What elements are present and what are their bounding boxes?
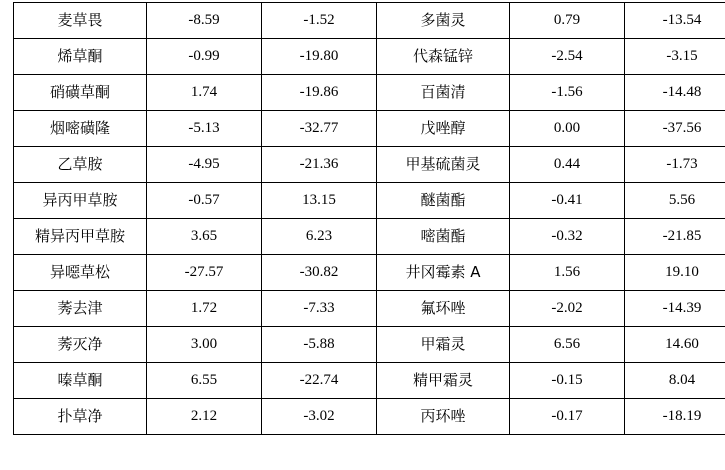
cell-compound-name: 莠灭净 bbox=[14, 327, 147, 363]
cell-compound-name: 醚菌酯 bbox=[377, 183, 510, 219]
cell-value: -0.17 bbox=[510, 399, 625, 435]
cell-value: 19.10 bbox=[625, 255, 725, 291]
cell-value: -2.54 bbox=[510, 39, 625, 75]
table-row bbox=[14, 111, 725, 147]
cell-compound-name: 代森锰锌 bbox=[377, 39, 510, 75]
document-page bbox=[0, 2, 725, 470]
cell-value: 2.12 bbox=[147, 399, 262, 435]
cell-compound-name: 烯草酮 bbox=[14, 39, 147, 75]
cell-compound-name: 嘧菌酯 bbox=[377, 219, 510, 255]
cell-value: 0.00 bbox=[510, 111, 625, 147]
table-row bbox=[14, 291, 725, 327]
cell-compound-name: 莠去津 bbox=[14, 291, 147, 327]
cell-value: -18.19 bbox=[625, 399, 725, 435]
cell-value: -0.32 bbox=[510, 219, 625, 255]
cell-value: -19.80 bbox=[262, 39, 377, 75]
table-row bbox=[14, 255, 725, 291]
cell-value: -22.74 bbox=[262, 363, 377, 399]
cell-value: 5.56 bbox=[625, 183, 725, 219]
cell-value: -21.85 bbox=[625, 219, 725, 255]
cell-value: -5.13 bbox=[147, 111, 262, 147]
cell-compound-name: 氟环唑 bbox=[377, 291, 510, 327]
cell-value: -19.86 bbox=[262, 75, 377, 111]
cell-compound-name: 烟嘧磺隆 bbox=[14, 111, 147, 147]
cell-value: -5.88 bbox=[262, 327, 377, 363]
cell-compound-name: 异丙甲草胺 bbox=[14, 183, 147, 219]
cell-value: -8.59 bbox=[147, 3, 262, 39]
cell-value: -3.15 bbox=[625, 39, 725, 75]
cell-value: -1.52 bbox=[262, 3, 377, 39]
cell-value: -0.57 bbox=[147, 183, 262, 219]
table-row bbox=[14, 3, 725, 39]
cell-compound-name: 嗪草酮 bbox=[14, 363, 147, 399]
cell-compound-name: 硝磺草酮 bbox=[14, 75, 147, 111]
cell-value: 1.74 bbox=[147, 75, 262, 111]
table-row bbox=[14, 183, 725, 219]
cell-value: -21.36 bbox=[262, 147, 377, 183]
cell-value: -27.57 bbox=[147, 255, 262, 291]
cell-value: -14.39 bbox=[625, 291, 725, 327]
cell-value: -32.77 bbox=[262, 111, 377, 147]
cell-value: 3.65 bbox=[147, 219, 262, 255]
cell-value: -1.56 bbox=[510, 75, 625, 111]
cell-value: 6.56 bbox=[510, 327, 625, 363]
table-body bbox=[14, 3, 725, 435]
cell-value: 0.79 bbox=[510, 3, 625, 39]
cell-value: 6.23 bbox=[262, 219, 377, 255]
table-row bbox=[14, 147, 725, 183]
table-row bbox=[14, 39, 725, 75]
cell-value: 14.60 bbox=[625, 327, 725, 363]
cell-value: -4.95 bbox=[147, 147, 262, 183]
cell-compound-name: 扑草净 bbox=[14, 399, 147, 435]
cell-compound-name: 多菌灵 bbox=[377, 3, 510, 39]
cell-value: 0.44 bbox=[510, 147, 625, 183]
cell-compound-name: 麦草畏 bbox=[14, 3, 147, 39]
cell-value: 13.15 bbox=[262, 183, 377, 219]
table-row bbox=[14, 327, 725, 363]
cell-value: 8.04 bbox=[625, 363, 725, 399]
cell-value: -1.73 bbox=[625, 147, 725, 183]
cell-value: 1.56 bbox=[510, 255, 625, 291]
cell-compound-name: 异噁草松 bbox=[14, 255, 147, 291]
cell-value: 1.72 bbox=[147, 291, 262, 327]
cell-value: -14.48 bbox=[625, 75, 725, 111]
table-row bbox=[14, 399, 725, 435]
cell-compound-name: 井冈霉素 A bbox=[377, 255, 510, 291]
cell-compound-name: 精异丙甲草胺 bbox=[14, 219, 147, 255]
cell-value: -3.02 bbox=[262, 399, 377, 435]
table-row bbox=[14, 363, 725, 399]
table-row bbox=[14, 219, 725, 255]
cell-compound-name: 百菌清 bbox=[377, 75, 510, 111]
cell-compound-name: 精甲霜灵 bbox=[377, 363, 510, 399]
cell-value: -7.33 bbox=[262, 291, 377, 327]
cell-value: 6.55 bbox=[147, 363, 262, 399]
cell-value: -30.82 bbox=[262, 255, 377, 291]
cell-value: -0.15 bbox=[510, 363, 625, 399]
pesticide-data-table bbox=[13, 2, 725, 435]
cell-value: -13.54 bbox=[625, 3, 725, 39]
cell-value: -0.41 bbox=[510, 183, 625, 219]
cell-compound-name: 甲基硫菌灵 bbox=[377, 147, 510, 183]
table-row bbox=[14, 75, 725, 111]
cell-compound-name: 甲霜灵 bbox=[377, 327, 510, 363]
cell-value: -37.56 bbox=[625, 111, 725, 147]
cell-value: -0.99 bbox=[147, 39, 262, 75]
cell-value: 3.00 bbox=[147, 327, 262, 363]
cell-compound-name: 乙草胺 bbox=[14, 147, 147, 183]
cell-value: -2.02 bbox=[510, 291, 625, 327]
cell-compound-name: 丙环唑 bbox=[377, 399, 510, 435]
cell-compound-name: 戊唑醇 bbox=[377, 111, 510, 147]
